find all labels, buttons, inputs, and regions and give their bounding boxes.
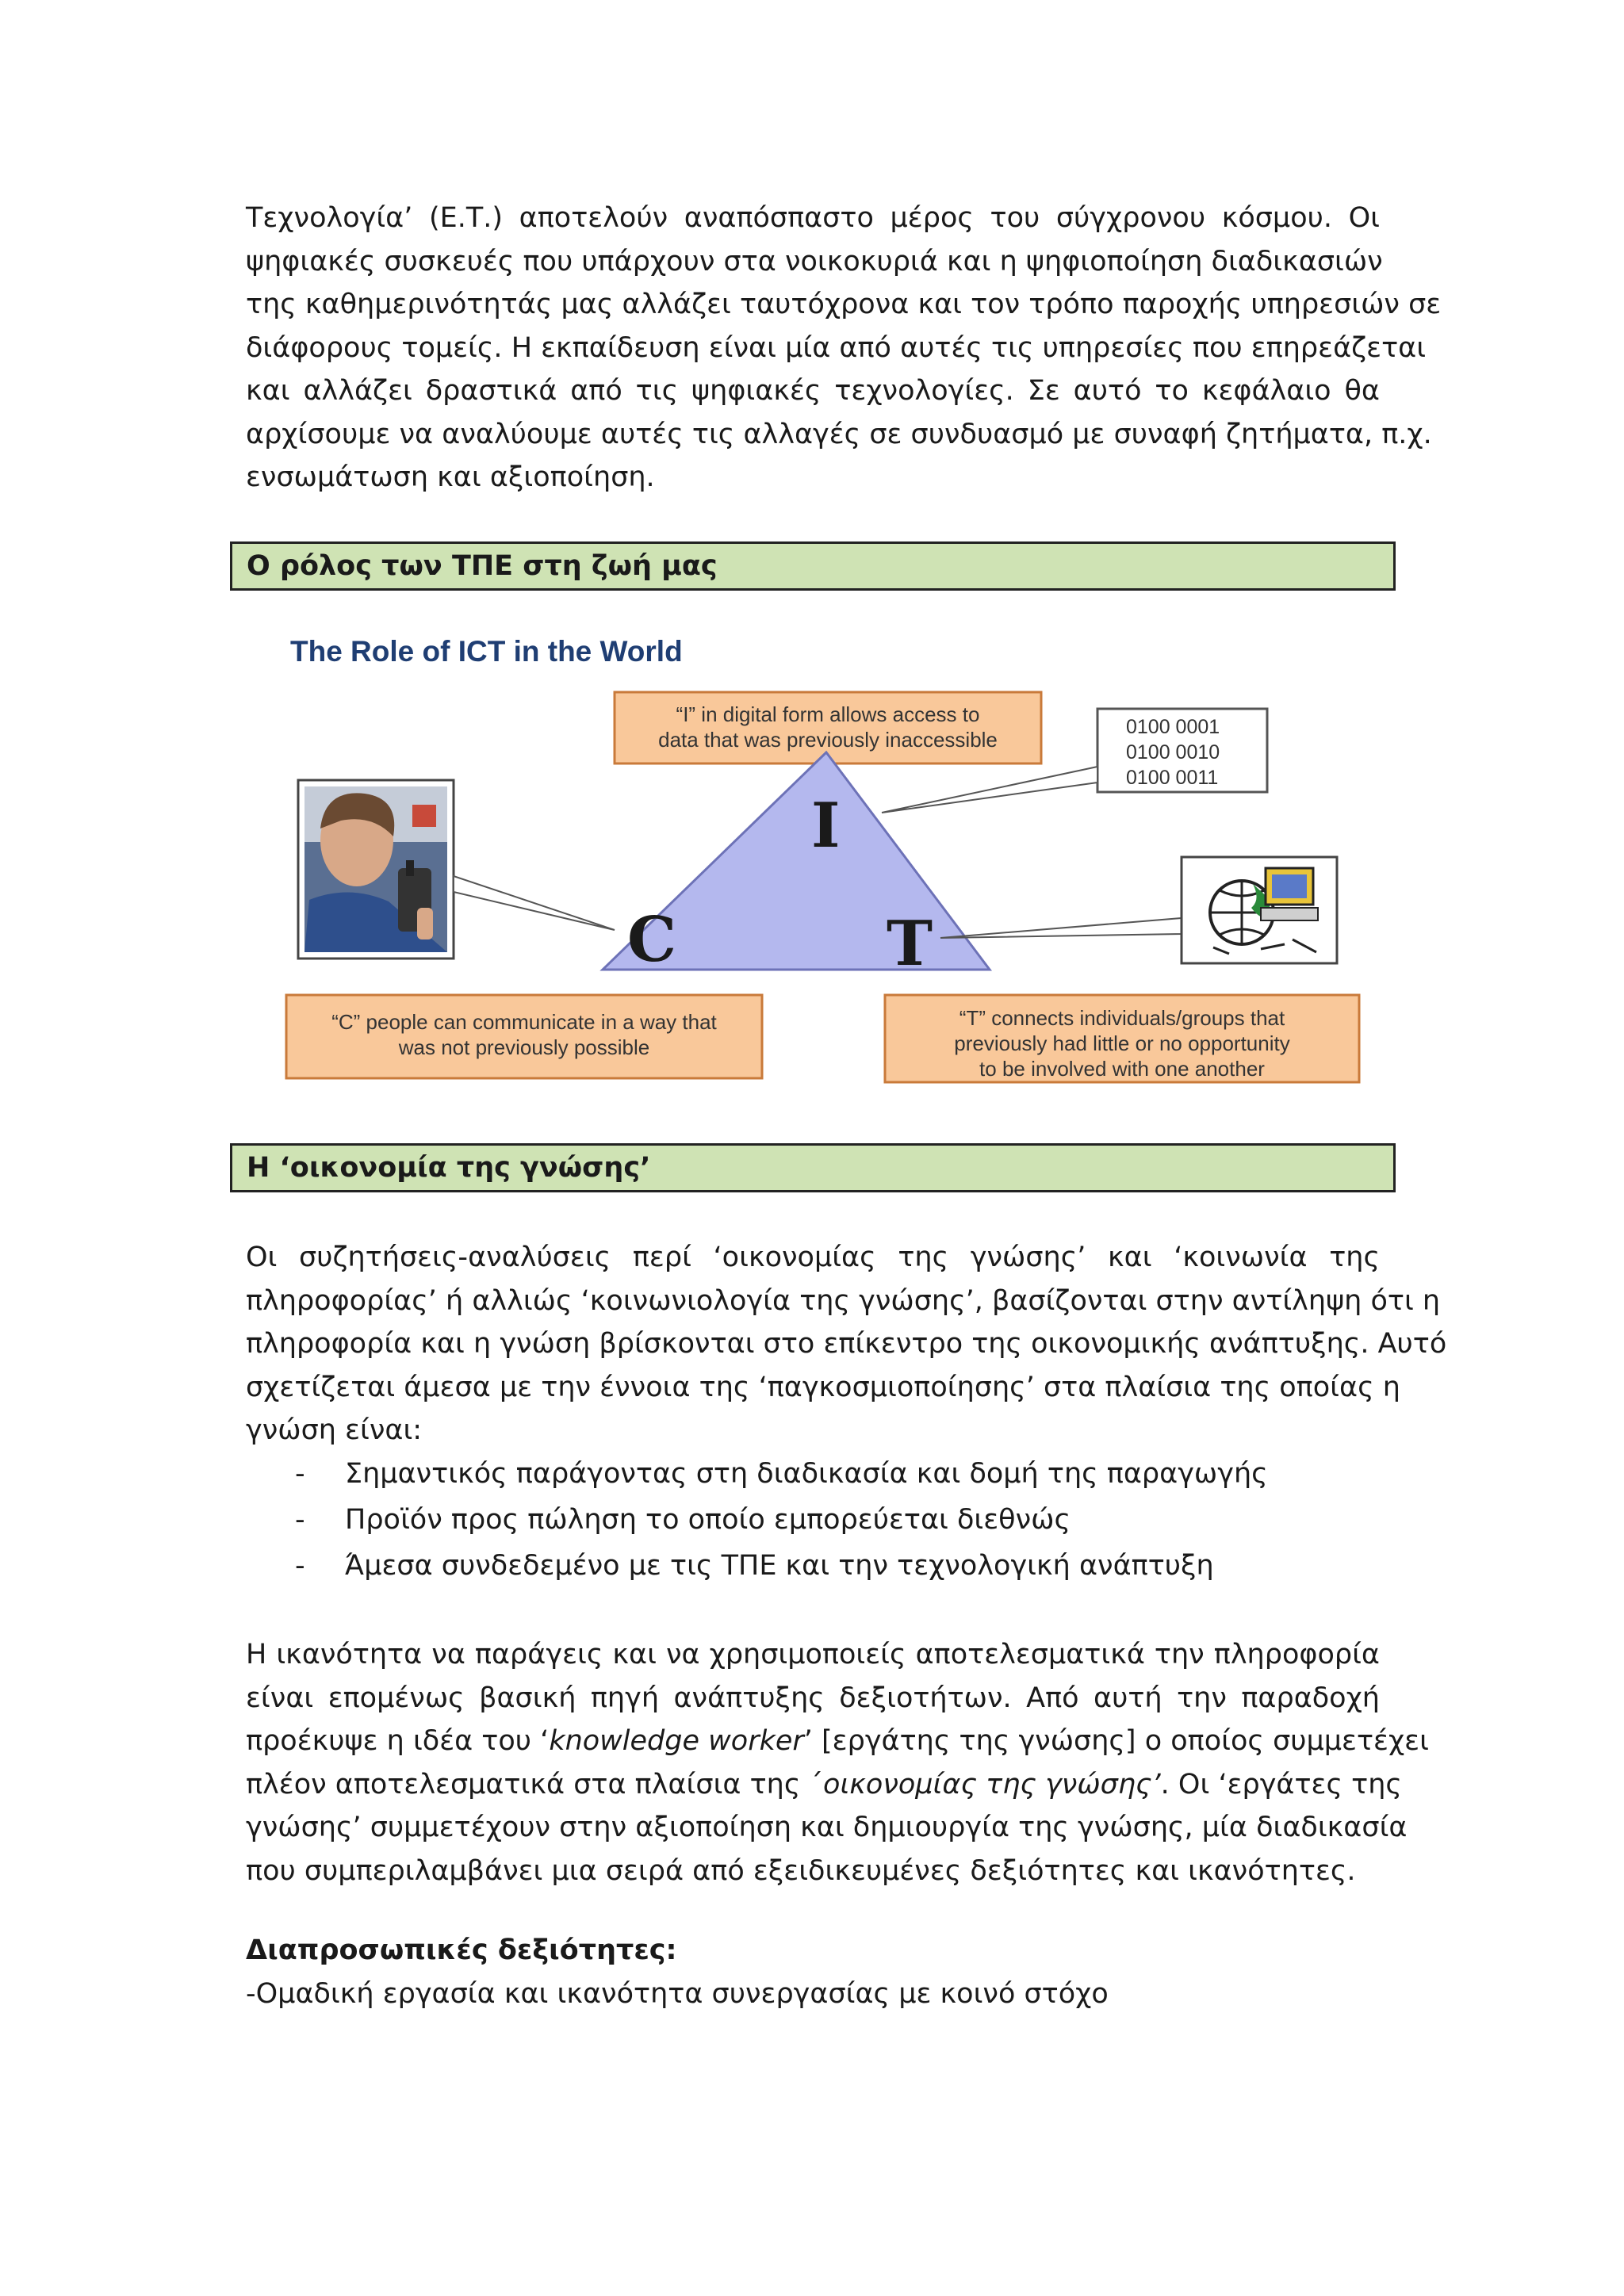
section-heading-knowledge-economy [230, 1143, 1396, 1192]
intro-line: διάφορους τομείς. Η εκπαίδευση είναι μία από αυτές τις υπηρεσίες που επηρεάζεται [246, 331, 1427, 364]
text-run: . Οι ‘εργάτες της [1160, 1768, 1402, 1800]
ict-diagram-svg [230, 607, 1396, 1114]
info-box-t-line: “T” connects individuals/groups that [959, 1006, 1285, 1030]
letter-t: T [887, 908, 933, 980]
text-run: πλέον αποτελεσματικά στα πλαίσια της ΄ [246, 1768, 824, 1800]
list-item: - Προϊόν προς πώληση το οποίο εμπορεύεται διεθνώς [293, 1497, 1268, 1543]
section-heading-text: Ο ρόλος των ΤΠΕ στη ζωή μας [247, 550, 718, 582]
paragraph-line [246, 1763, 1402, 1807]
person-radio-photo [298, 780, 454, 959]
paragraph-line: πληροφορίας’ ή αλλιώς ‘κοινωνιολογία της γνώσης’, βασίζονται στην αντίληψη ότι η [246, 1284, 1441, 1317]
diagram-title: The Role of ICT in the World [290, 635, 683, 668]
list-item: - Άμεσα συνδεδεμένο με τις ΤΠΕ και την τεχνολογική ανάπτυξη [293, 1543, 1268, 1589]
intro-line: Τεχνολογία’ (Ε.Τ.) αποτελούν αναπόσπαστο μέρος του σύγχρονου κόσμου. Οι [246, 202, 1380, 234]
paragraph-line: Οι συζητήσεις-αναλύσεις περί ‘οικονομίας της γνώσης’ και ‘κοινωνία της [246, 1242, 1380, 1273]
paragraph-line: είναι επομένως βασική πηγή ανάπτυξης δεξιοτήτων. Από αυτή την παραδοχή [246, 1682, 1380, 1714]
list-item: - Σημαντικός παράγοντας στη διαδικασία και δομή της παραγωγής [293, 1451, 1268, 1497]
intro-paragraph [246, 197, 1442, 499]
letter-i: I [811, 790, 841, 862]
binary-line: 0100 0011 [1126, 767, 1219, 789]
info-box-i-line: “I” in digital form allows access to [676, 702, 980, 726]
text-run: ’ [εργάτης της γνώσης] ο οποίος συμμετέχει [803, 1725, 1429, 1757]
intro-line: της καθημερινότητάς μας αλλάζει ταυτόχρονα και τον τρόπο παροχής υπηρεσιών σε [246, 289, 1442, 320]
section-heading-ict-role [230, 541, 1396, 591]
ict-role-diagram [230, 607, 1396, 1114]
binary-line: 0100 0001 [1126, 716, 1220, 738]
info-box-t-line: to be involved with one another [979, 1057, 1265, 1081]
paragraph-line: σχετίζεται άμεσα με την έννοια της ‘παγκοσμιοποίησης’ στα πλαίσια της οποίας η [246, 1371, 1400, 1403]
interpersonal-skills-heading: Διαπροσωπικές δεξιότητες: [246, 1934, 677, 1966]
knowledge-worker-paragraph [246, 1633, 1429, 1892]
intro-line: αρχίσουμε να αναλύουμε αυτές τις αλλαγές σε συνδυασμό με συναφή ζητήματα, π.χ. [246, 418, 1432, 450]
info-box-i-line: data that was previously inaccessible [658, 728, 998, 752]
emphasis-knowledge-worker: knowledge worker [549, 1725, 804, 1757]
paragraph-line: γνώση είναι: [246, 1414, 423, 1446]
letter-c: C [627, 904, 677, 976]
intro-line: και αλλάζει δραστικά από τις ψηφιακές τεχνολογίες. Σε αυτό το κεφάλαιο θα [246, 375, 1380, 407]
text-run: προέκυψε η ιδέα του ‘ [246, 1725, 550, 1757]
info-box-t-line: previously had little or no opportunity [954, 1031, 1290, 1055]
paragraph-line: πληροφορία και η γνώση βρίσκονται στο επίκεντρο της οικονομικής ανάπτυξης. Αυτό [246, 1328, 1447, 1360]
info-box-c-line: “C” people can communicate in a way that [331, 1010, 717, 1034]
paragraph-line: γνώσης’ συμμετέχουν στην αξιοποίηση και δημιουργία της γνώσης, μία διαδικασία [246, 1812, 1408, 1843]
intro-line: ψηφιακές συσκευές που υπάρχουν στα νοικοκυριά και η ψηφιοποίηση διαδικασιών [246, 245, 1383, 277]
paragraph-line: Η ικανότητα να παράγεις και να χρησιμοποιείς αποτελεσματικά την πληροφορία [246, 1639, 1380, 1670]
knowledge-economy-paragraph [246, 1236, 1447, 1452]
paragraph-line [246, 1720, 1429, 1763]
teamwork-line: -Ομαδική εργασία και ικανότητα συνεργασίας με κοινό στόχο [246, 1978, 1109, 2010]
knowledge-bullet-list [293, 1451, 1268, 1589]
globe-computer-icon [1182, 857, 1337, 963]
info-box-c-line: was not previously possible [398, 1035, 650, 1059]
section-heading-text: Η ‘οικονομία της γνώσης’ [247, 1152, 651, 1184]
binary-line: 0100 0010 [1126, 741, 1220, 763]
emphasis-knowledge-economy: οικονομίας της γνώσης’ [823, 1768, 1161, 1800]
paragraph-line: που συμπεριλαμβάνει μια σειρά από εξειδικευμένες δεξιότητες και ικανότητες. [246, 1854, 1356, 1887]
intro-line: ενσωμάτωση και αξιοποίηση. [246, 461, 655, 493]
